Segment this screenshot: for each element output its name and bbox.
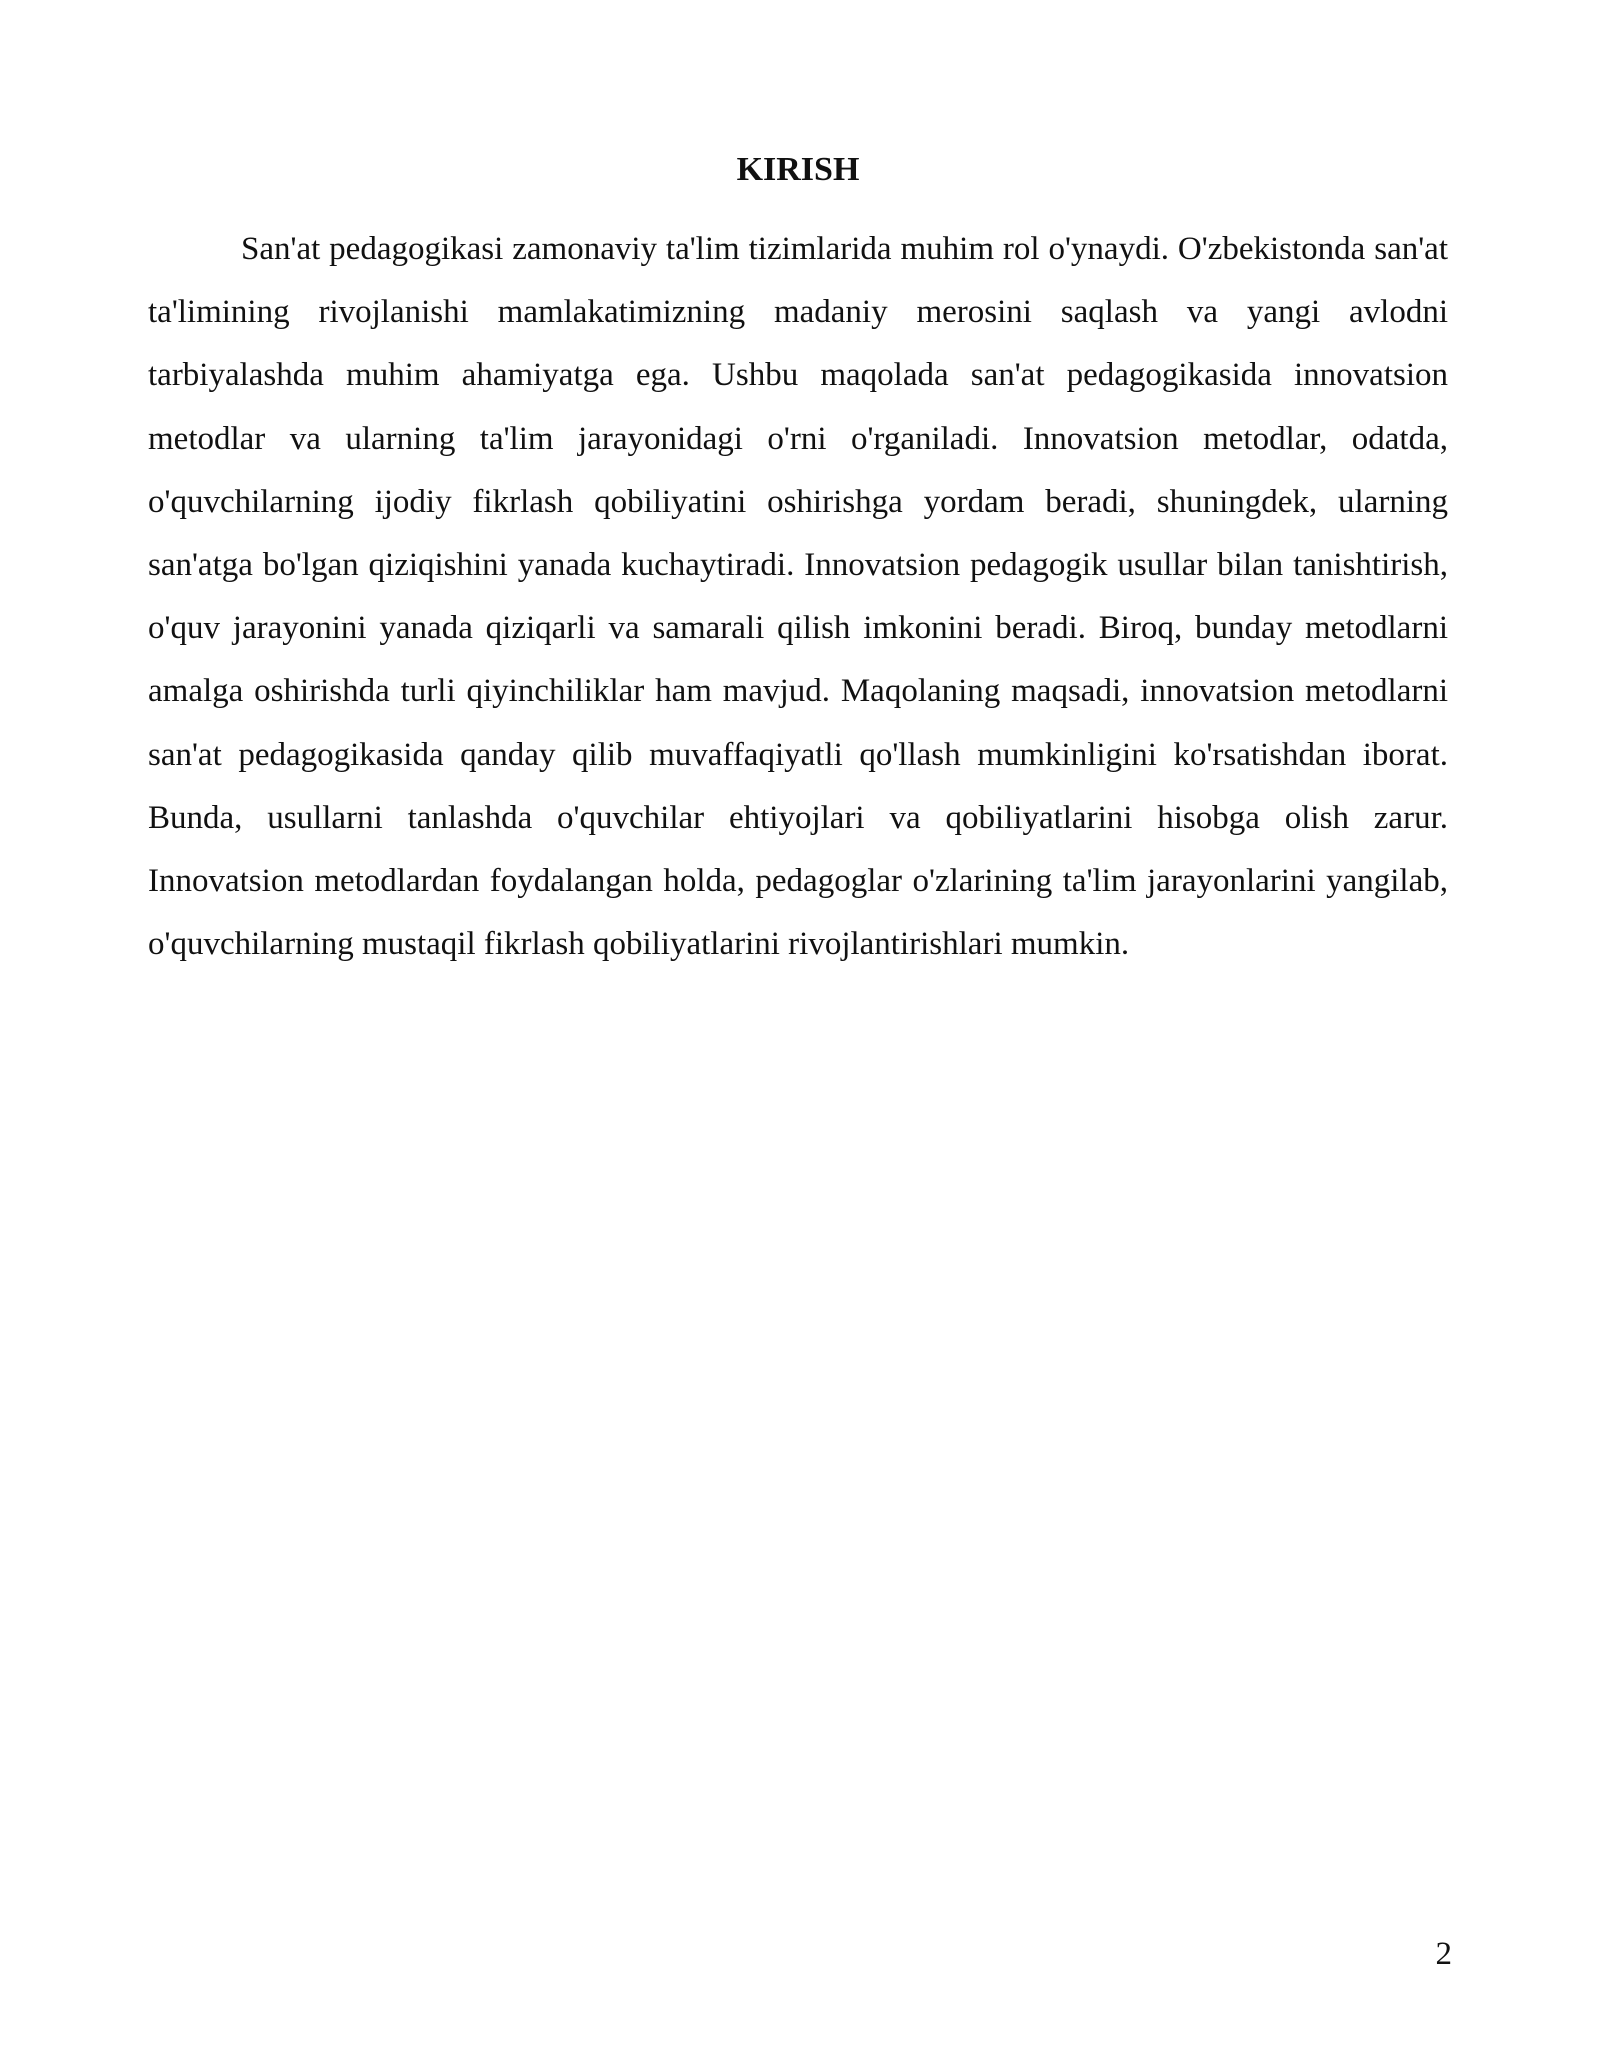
body-paragraph: San'at pedagogikasi zamonaviy ta'lim tizimlarida muhim rol o'ynaydi. O'zbekistonda san'at ta'limining rivojlanishi mamlakatimizning madaniy merosini saqlash va yangi avlodni tarbiyalashda muhim ahamiyatga ega. Ushbu maqolada san'at pedagogikasida innovatsion metodlar va ularning ta'lim jarayonidagi o'rni o'rganiladi. Innovatsion metodlar, odatda, o'quvchilarning ijodiy fikrlash qobiliyatini oshirishga yordam beradi, shuningdek, ularning san'atga bo'lgan qiziqishini yanada kuchaytiradi. Innovatsion pedagogik usullar bilan tanishtirish, o'quv jarayonini yanada qiziqarli va samarali qilish imkonini beradi. Biroq, bunday metodlarni amalga oshirishda turli qiyinchiliklar ham mavjud. Maqolaning maqsadi, innovatsion metodlarni san'at pedagogikasida qanday qilib muvaffaqiyatli qo'llash mumkinligini ko'rsatishdan iborat. Bunda, usullarni tanlashda o'quvchilar ehtiyojlari va qobiliyatlarini hisobga olish zarur. Innovatsion metodlardan foydalangan holda, pedagoglar o'zlarining ta'lim jarayonlarini yangilab, o'quvchilarning mustaqil fikrlash qobiliyatlarini rivojlantirishlari mumkin. [148,231,1448,963]
section-heading: KIRISH [736,151,860,188]
page-number: 2 [1435,1936,1452,1972]
